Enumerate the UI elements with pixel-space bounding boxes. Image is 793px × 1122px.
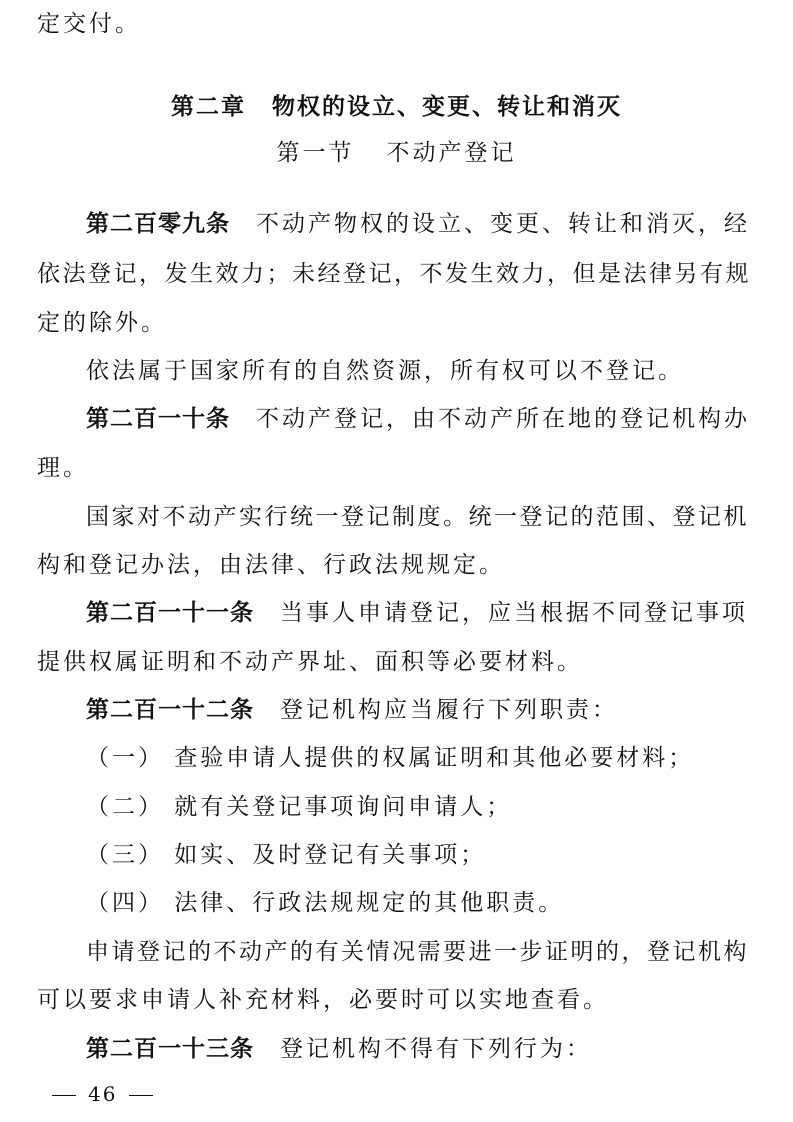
chapter-heading (0, 88, 793, 121)
article-212-item-4: （四） 法律、行政法规规定的其他职责。 (86, 890, 565, 916)
article-212-heading: 第二百一十二条 (86, 697, 254, 723)
section-heading (0, 134, 793, 167)
article-212-paragraph-2-line-1: 申请登记的不动产的有关情况需要进一步证明的，登记机构 (86, 939, 749, 965)
article-212-item-2: （二） 就有关登记事项询问申请人； (86, 794, 513, 820)
article-211-heading: 第二百一十一条 (86, 600, 254, 626)
chapter-title: 物权的设立、变更、转让和消灭 (272, 94, 622, 120)
article-210-line-1: 第二百一十条 不动产登记，由不动产所在地的登记机构办 (86, 406, 750, 432)
article-210-paragraph-2-line-1: 国家对不动产实行统一登记制度。统一登记的范围、登记机 (86, 504, 749, 530)
article-209-heading: 第二百零九条 (86, 211, 230, 237)
article-212-item-1: （一） 查验申请人提供的权属证明和其他必要材料； (86, 745, 695, 771)
article-212-item-3: （三） 如实、及时登记有关事项； (86, 842, 487, 868)
article-209-line-2: 依法登记，发生效力；未经登记，不发生效力，但是法律另有规 (37, 261, 751, 287)
article-209-line-3: 定的除外。 (37, 310, 167, 336)
article-210-paragraph-2-line-2: 构和登记办法，由法律、行政法规规定。 (37, 552, 505, 578)
article-210-line-2: 理。 (37, 455, 89, 481)
article-212-paragraph-2-line-2: 可以要求申请人补充材料，必要时可以实地查看。 (37, 987, 609, 1013)
article-213-heading: 第二百一十三条 (86, 1036, 254, 1062)
page-number: 46 (40, 1082, 165, 1106)
article-212-line-1: 第二百一十二条 登记机构应当履行下列职责： (86, 697, 618, 723)
article-210-heading: 第二百一十条 (86, 406, 230, 432)
page-number-dash-right (129, 1095, 153, 1096)
section-number: 第一节 (276, 140, 355, 166)
page-number-dash-left (52, 1095, 76, 1096)
article-211-line-1: 第二百一十一条 当事人申请登记，应当根据不同登记事项 (86, 600, 748, 626)
previous-paragraph-tail: 定交付。 (37, 11, 141, 37)
article-211-line-2: 提供权属证明和不动产界址、面积等必要材料。 (37, 649, 583, 675)
article-209-line-1: 第二百零九条 不动产物权的设立、变更、转让和消灭，经 (86, 211, 750, 237)
article-209-paragraph-2: 依法属于国家所有的自然资源，所有权可以不登记。 (86, 358, 684, 384)
section-title: 不动产登记 (386, 140, 517, 166)
article-213-line-1: 第二百一十三条 登记机构不得有下列行为： (86, 1036, 592, 1062)
chapter-number: 第二章 (171, 94, 246, 120)
